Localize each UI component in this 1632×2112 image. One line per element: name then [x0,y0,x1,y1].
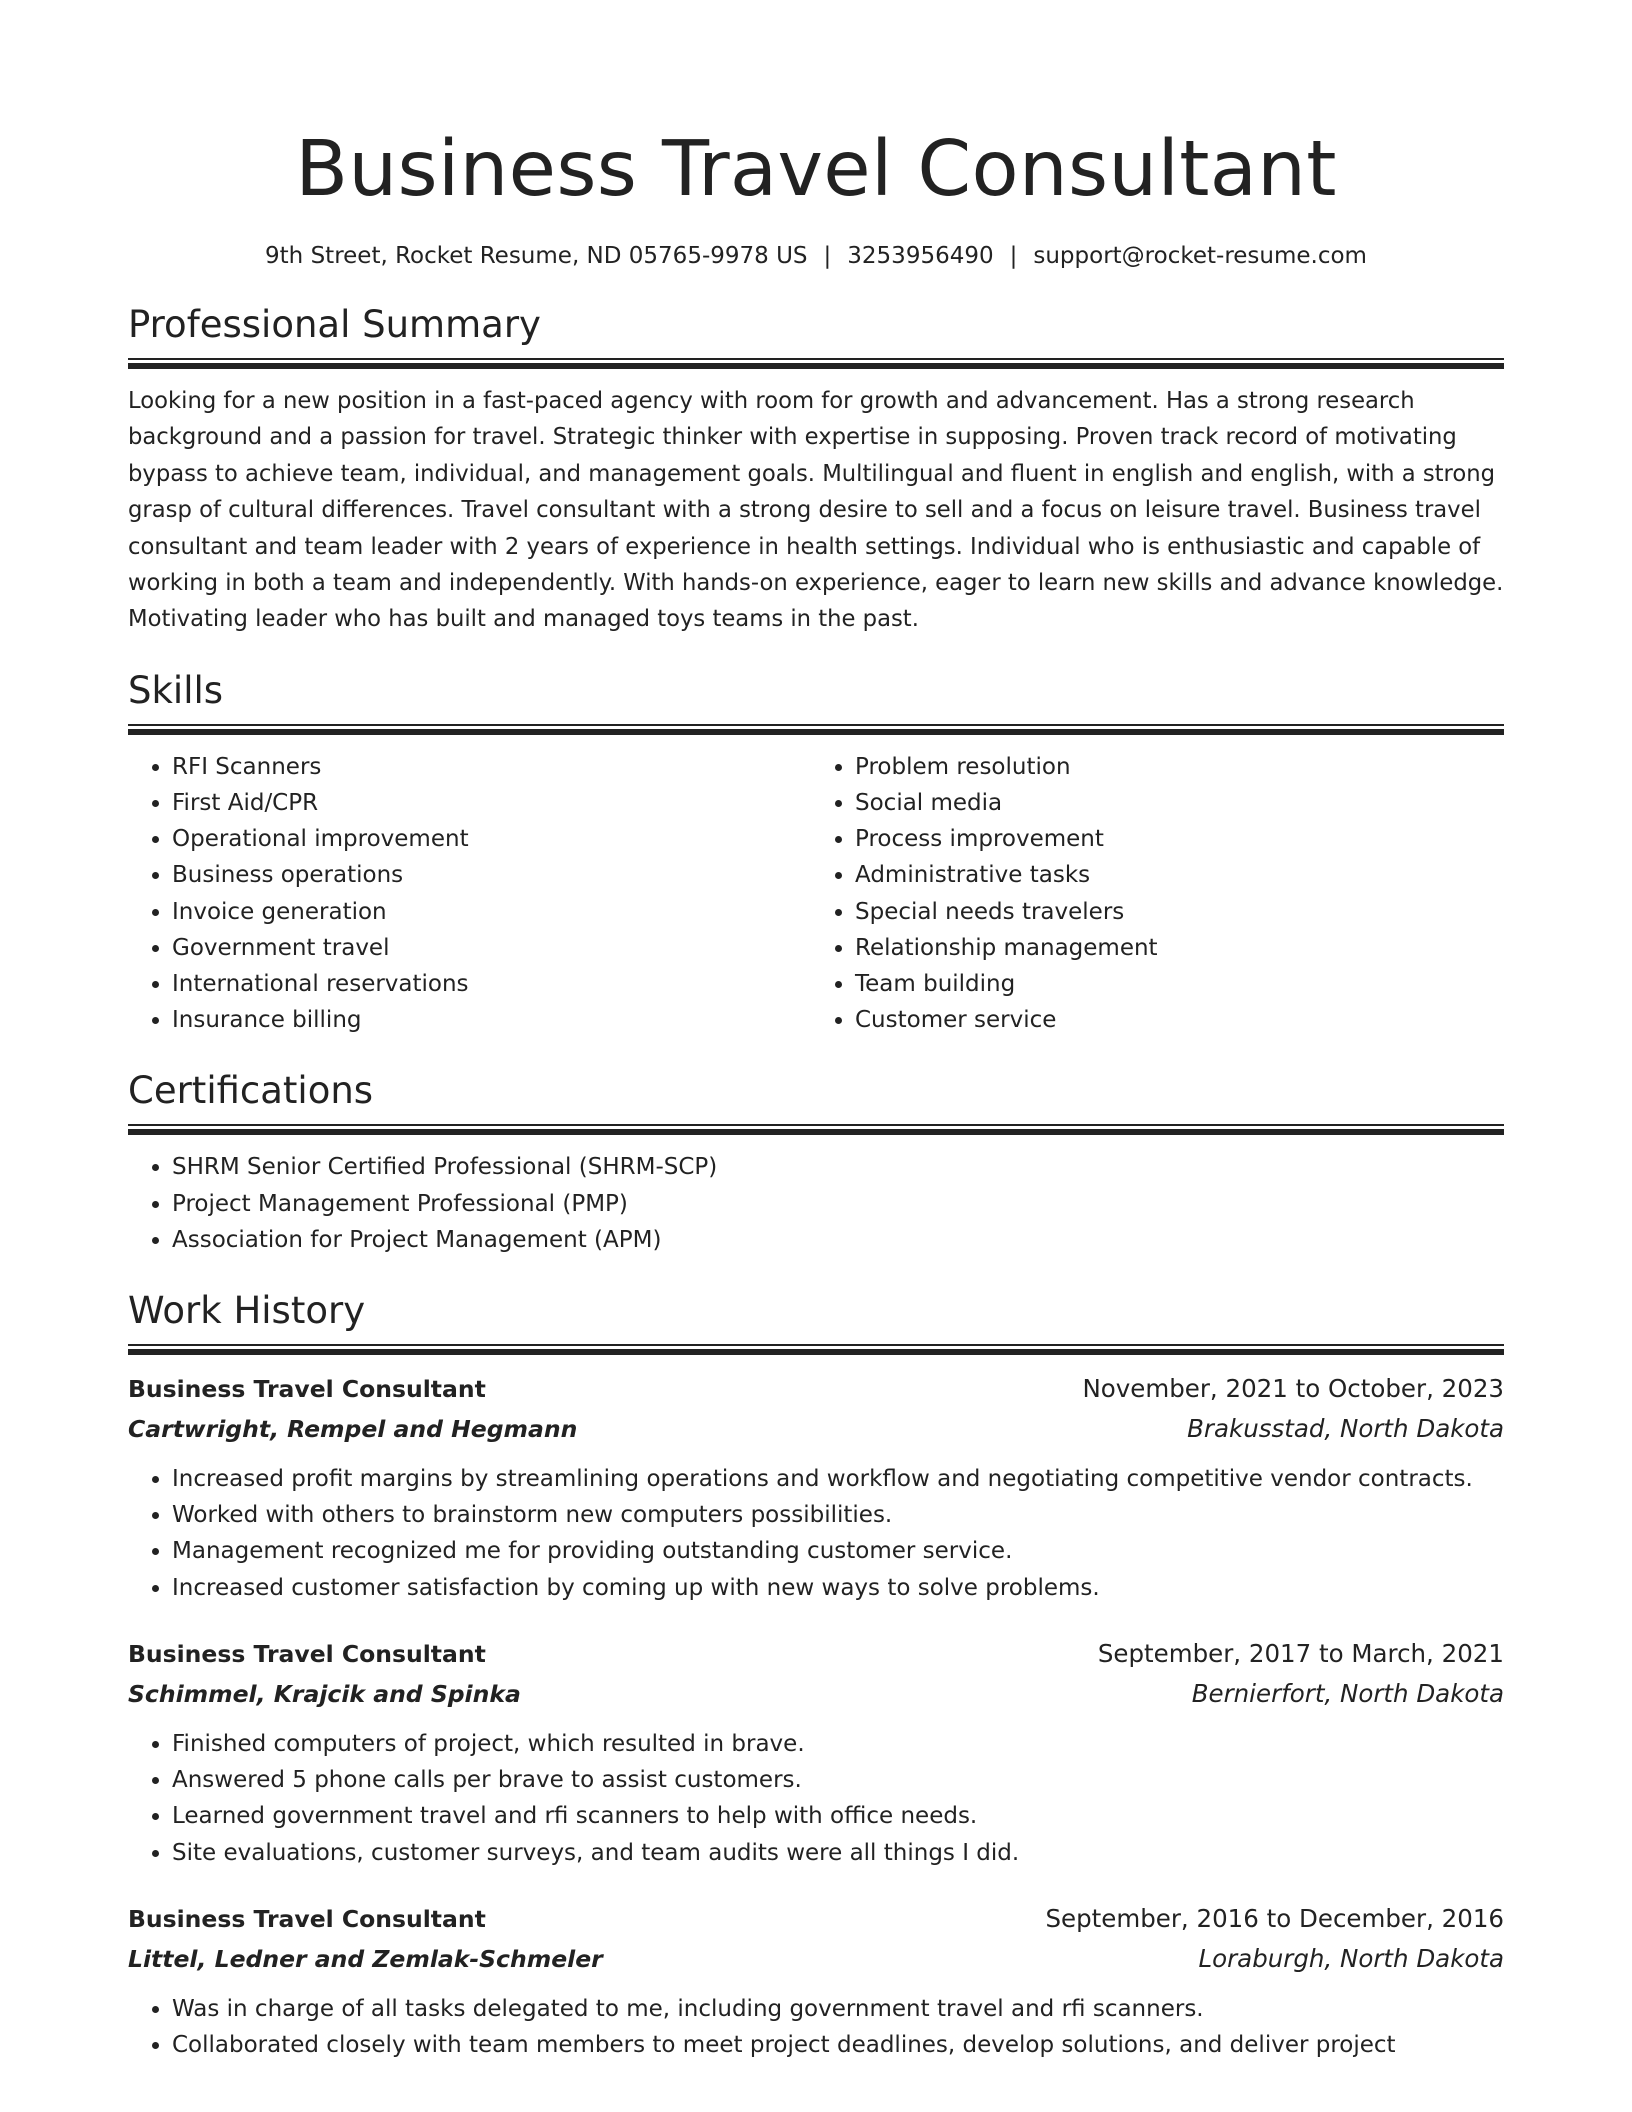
job-title: Business Travel Consultant [128,1639,486,1668]
section-divider [128,358,1504,369]
skill-item: • RFI Scanners [172,749,805,785]
job-location: Brakusstad, North Dakota [1187,1414,1504,1444]
job-bullet: • Learned government travel and rfi scanners to help with office needs. [172,1798,1504,1834]
job-company: Cartwright, Rempel and Hegmann [128,1415,578,1444]
job-dates: September, 2017 to March, 2021 [1097,1638,1504,1668]
skill-item: • Social media [855,785,1158,821]
skill-item: • Business operations [172,857,805,893]
certifications-list [128,1149,1504,1258]
job-bullet: • Site evaluations, customer surveys, and team audits were all things I did. [172,1835,1504,1871]
skill-item: • Relationship management [855,930,1158,966]
skill-item: • Invoice generation [172,894,805,930]
job-entry [128,1369,1504,1606]
section-title-skills: Skills [128,668,224,712]
contact-line [128,240,1504,272]
job-header [128,1369,1504,1409]
skills-list-right [805,749,1158,1039]
job-title: Business Travel Consultant [128,1375,486,1404]
skills-section [128,668,1504,1039]
skill-item: • Government travel [172,930,805,966]
certifications-section [128,1068,1504,1258]
contact-phone: 3253956490 [847,243,994,269]
job-bullet: • Increased profit margins by streamlining operations and workflow and negotiating competitive vendor contracts. [172,1461,1504,1497]
work-history-section [128,1288,1504,2063]
job-entry [128,1634,1504,1871]
job-bullet: • Was in charge of all tasks delegated to me, including government travel and rfi scanners. [172,1991,1504,2027]
job-bullet: • Answered 5 phone calls per brave to assist customers. [172,1762,1504,1798]
resume-page [128,0,1504,2063]
skill-item: • Problem resolution [855,749,1158,785]
job-company: Littel, Ledner and Zemlak-Schmeler [128,1944,603,1973]
job-subheader [128,1939,1504,1979]
section-divider [128,1124,1504,1135]
job-company: Schimmel, Krajcik and Spinka [128,1679,521,1708]
contact-email[interactable]: support@rocket-resume.com [1033,243,1367,269]
certification-item: • SHRM Senior Certified Professional (SHRM-SCP) [172,1149,1504,1185]
section-title-summary: Professional Summary [128,303,541,346]
skill-item: • Operational improvement [172,821,805,857]
job-bullet: • Increased customer satisfaction by coming up with new ways to solve problems. [172,1570,1504,1606]
job-entry [128,1899,1504,2063]
certification-item: • Association for Project Management (APM) [172,1222,1504,1258]
candidate-name: Business Travel Consultant [295,125,1337,214]
contact-address: 9th Street, Rocket Resume, ND 05765-9978 US [265,243,808,269]
skill-item: • First Aid/CPR [172,785,805,821]
skills-list-left [128,749,805,1039]
job-bullets [128,1726,1504,1871]
summary-section [128,302,1504,638]
skill-item: • Process improvement [855,821,1158,857]
job-bullets [128,1461,1504,1606]
job-header [128,1899,1504,1939]
skill-item: • Customer service [855,1002,1158,1038]
skill-item: • International reservations [172,966,805,1002]
skill-item: • Administrative tasks [855,857,1158,893]
job-dates: September, 2016 to December, 2016 [1045,1903,1504,1933]
job-bullet: • Collaborated closely with team members to meet project deadlines, develop solutions, and deliver project [172,2027,1504,2063]
section-title-certifications: Certifications [128,1069,374,1113]
job-bullet: • Management recognized me for providing outstanding customer service. [172,1533,1504,1569]
job-header [128,1634,1504,1674]
section-title-work-history: Work History [128,1289,366,1333]
job-bullet: • Finished computers of project, which resulted in brave. [172,1726,1504,1762]
job-subheader [128,1674,1504,1714]
section-divider [128,724,1504,735]
job-title: Business Travel Consultant [128,1904,486,1933]
skill-item: • Special needs travelers [855,894,1158,930]
skill-item: • Team building [855,966,1158,1002]
job-subheader [128,1409,1504,1449]
summary-text: Looking for a new position in a fast-paced agency with room for growth and advancement. Has a strong research background and a passion for travel. Strategic thinker with expertise in supposing. Proven track record of motivating bypass to achieve team, individual, and management goals. Multilingual and fluent in english and english, with a strong grasp of cultural differences. Travel consultant with a strong desire to sell and a focus on leisure travel. Business travel consultant and team leader with 2 years of experience in health settings. Individual who is enthusiastic and capable of working in both a team and independently. With hands-on experience, eager to learn new skills and advance knowledge. Motivating leader who has built and managed toys teams in the past. [128,388,1504,633]
job-dates: November, 2021 to October, 2023 [1082,1374,1504,1404]
contact-separator: | [1009,243,1018,269]
section-divider [128,1344,1504,1355]
job-location: Bernierfort, North Dakota [1191,1678,1504,1708]
job-bullets [128,1991,1504,2063]
skills-columns [128,749,1504,1039]
skill-item: • Insurance billing [172,1002,805,1038]
certification-item: • Project Management Professional (PMP) [172,1186,1504,1222]
contact-separator: | [823,243,832,269]
job-location: Loraburgh, North Dakota [1198,1943,1504,1973]
job-bullet: • Worked with others to brainstorm new computers possibilities. [172,1497,1504,1533]
